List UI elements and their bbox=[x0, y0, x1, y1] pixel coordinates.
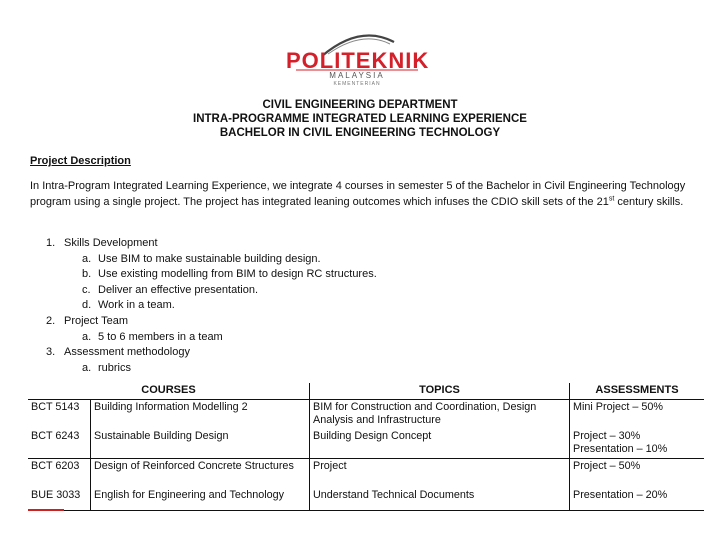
logo-wordmark: POLITEKNIK bbox=[286, 48, 430, 73]
sub-item bbox=[46, 252, 377, 268]
table-row bbox=[28, 488, 704, 511]
table-row bbox=[28, 399, 704, 429]
list-number: 1. bbox=[46, 237, 56, 249]
description-ending: century skills. bbox=[614, 195, 684, 208]
table-row bbox=[28, 458, 704, 488]
table-row bbox=[28, 429, 704, 459]
course-code: BCT 6203 bbox=[28, 458, 91, 488]
list-item bbox=[46, 345, 377, 361]
topics-header: TOPICS bbox=[310, 383, 570, 399]
sub-item bbox=[46, 283, 377, 299]
sub-letter: a. bbox=[82, 252, 92, 265]
assessments-header: ASSESSMENTS bbox=[570, 383, 705, 399]
sub-text: 5 to 6 members in a team bbox=[98, 330, 223, 343]
course-topic: Building Design Concept bbox=[310, 429, 570, 459]
list-item bbox=[46, 314, 377, 330]
programme-heading: INTRA-PROGRAMME INTEGRATED LEARNING EXPERIENCE bbox=[193, 113, 527, 125]
sub-text: Deliver an effective presentation. bbox=[98, 283, 258, 296]
logo-subtitle: MALAYSIA bbox=[329, 71, 385, 80]
course-name: Building Information Modelling 2 bbox=[91, 399, 310, 429]
course-assessment bbox=[570, 429, 705, 459]
politeknik-logo bbox=[282, 26, 432, 102]
course-name: Sustainable Building Design bbox=[91, 429, 310, 459]
accent-bar bbox=[28, 509, 64, 511]
course-name: Design of Reinforced Concrete Structures bbox=[91, 458, 310, 488]
course-name: English for Engineering and Technology bbox=[91, 488, 310, 511]
course-code: BCT 5143 bbox=[31, 400, 80, 413]
sub-letter: b. bbox=[82, 268, 92, 281]
numbered-list bbox=[46, 236, 377, 376]
description-text: In Intra-Program Integrated Learning Experience, we integrate 4 courses in semester 5 of the Bachelor in Civil Engineering Technology program using a single project. The project has integrated leaning outcomes which infuses the CDIO skill sets of the 21 bbox=[30, 180, 686, 208]
sub-text: Use BIM to make sustainable building design. bbox=[98, 252, 321, 265]
description-superscript: st bbox=[608, 194, 615, 202]
list-number: 3. bbox=[46, 346, 56, 359]
sub-item bbox=[46, 298, 377, 314]
course-assessment: Mini Project – 50% bbox=[570, 399, 705, 429]
sub-item bbox=[46, 267, 377, 283]
sub-letter: c. bbox=[82, 283, 91, 296]
list-item bbox=[46, 236, 377, 252]
courses-table bbox=[28, 383, 704, 511]
course-assessment: Project – 50% bbox=[570, 458, 705, 488]
course-topic: Project bbox=[310, 458, 570, 488]
course-code: BCT 6243 bbox=[31, 429, 80, 442]
sub-text: Use existing modelling from BIM to design RC structures. bbox=[98, 268, 377, 281]
assessment-line: Project – 30% bbox=[573, 429, 641, 442]
sub-letter: a. bbox=[82, 330, 92, 343]
list-label: Project Team bbox=[64, 314, 128, 327]
list-label: Assessment methodology bbox=[64, 346, 190, 359]
course-code: BUE 3033 bbox=[28, 488, 91, 511]
degree-heading: BACHELOR IN CIVIL ENGINEERING TECHNOLOGY bbox=[219, 127, 501, 139]
description-paragraph bbox=[30, 179, 690, 210]
course-assessment: Presentation – 20% bbox=[570, 488, 705, 511]
sub-letter: d. bbox=[82, 299, 92, 312]
logo-tagline: KEMENTERIAN bbox=[333, 81, 381, 87]
assessment-line: Presentation – 10% bbox=[573, 443, 668, 455]
list-number: 2. bbox=[46, 314, 56, 327]
course-topic: BIM for Construction and Coordination, Design Analysis and Infrastructure bbox=[310, 399, 570, 429]
sub-item bbox=[46, 361, 377, 377]
section-title: Project Description bbox=[30, 155, 131, 167]
department-heading: CIVIL ENGINEERING DEPARTMENT bbox=[262, 99, 458, 111]
table-header-row bbox=[28, 383, 704, 399]
sub-item bbox=[46, 330, 377, 346]
sub-text: rubrics bbox=[98, 361, 132, 374]
course-topic: Understand Technical Documents bbox=[310, 488, 570, 511]
sub-letter: a. bbox=[82, 361, 92, 374]
courses-header: COURSES bbox=[28, 383, 310, 399]
list-label: Skills Development bbox=[64, 237, 158, 249]
sub-text: Work in a team. bbox=[98, 299, 175, 312]
